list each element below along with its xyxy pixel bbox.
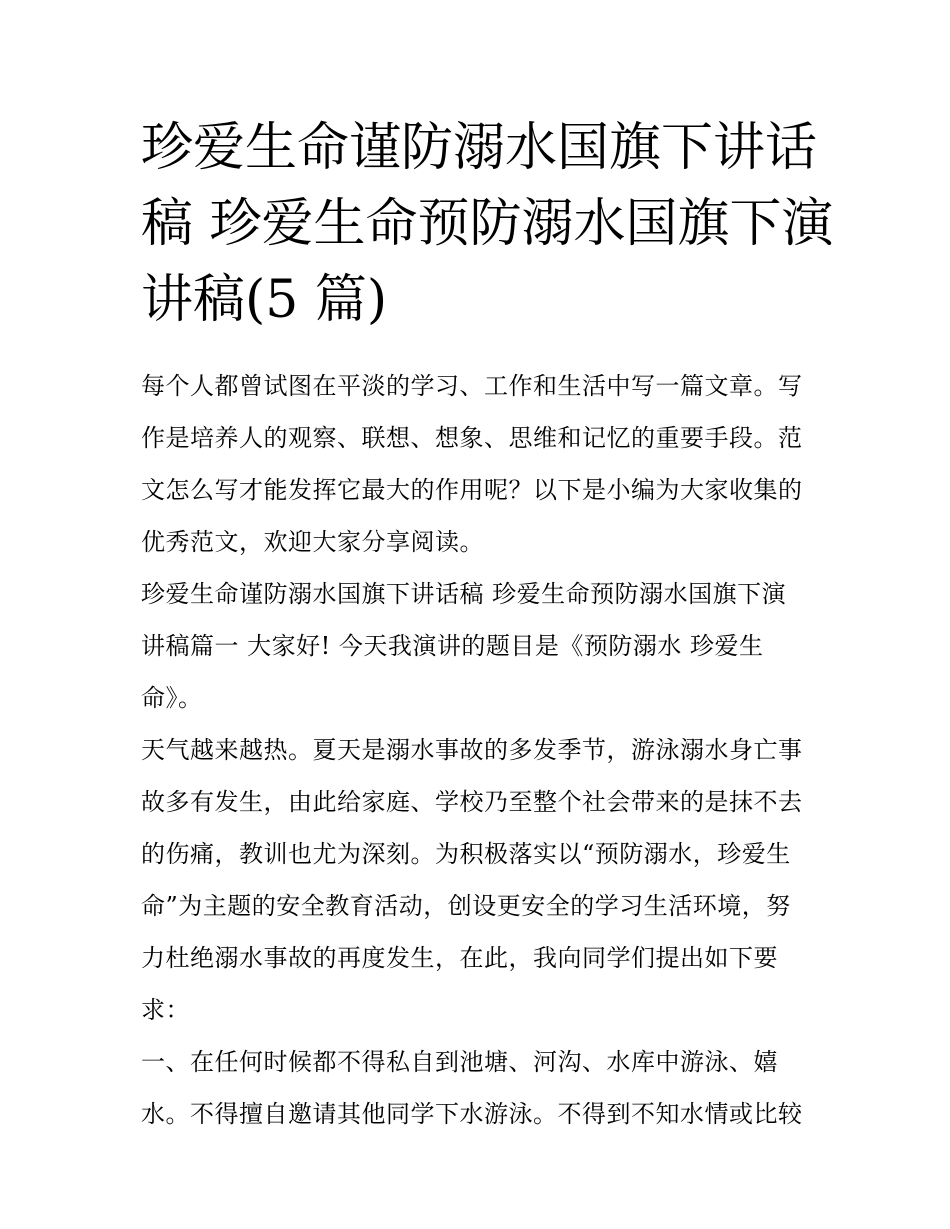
text-line: 的伤痛，教训也尤为深刻。为积极落实以“预防溺水，珍爱生	[141, 840, 791, 868]
text-line: 命”为主题的安全教育活动，创设更安全的学习生活环境，努	[141, 892, 791, 920]
title-line: 稿 珍爱生命预防溺水国旗下演	[141, 194, 834, 254]
document-body	[141, 360, 821, 1140]
text-line: 讲稿篇一 大家好! 今天我演讲的题目是《预防溺水 珍爱生	[141, 632, 764, 660]
title-line: 讲稿(5 篇)	[141, 270, 388, 330]
paragraph-rule-one	[141, 1036, 821, 1140]
text-line: 求：	[141, 996, 190, 1024]
paragraph-intro	[141, 360, 821, 568]
text-line: 优秀范文，欢迎大家分享阅读。	[141, 528, 484, 556]
text-line: 命》。	[141, 684, 203, 712]
text-line: 故多有发生，由此给家庭、学校乃至整个社会带来的是抹不去	[141, 788, 803, 816]
text-line: 水。不得擅自邀请其他同学下水游泳。不得到不知水情或比较	[141, 1100, 803, 1128]
text-line: 文怎么写才能发挥它最大的作用呢？以下是小编为大家收集的	[141, 476, 803, 504]
text-line: 一、在任何时候都不得私自到池塘、河沟、水库中游泳、嬉	[141, 1048, 778, 1076]
title-line: 珍爱生命谨防溺水国旗下讲话	[141, 118, 818, 178]
text-line: 力杜绝溺水事故的再度发生，在此，我向同学们提出如下要	[141, 944, 778, 972]
text-line: 珍爱生命谨防溺水国旗下讲话稿 珍爱生命预防溺水国旗下演	[141, 580, 787, 608]
paragraph-speech-heading	[141, 568, 821, 724]
text-line: 每个人都曾试图在平淡的学习、工作和生活中写一篇文章。写	[141, 372, 803, 400]
text-line: 作是培养人的观察、联想、想象、思维和记忆的重要手段。范	[141, 424, 803, 452]
document-title	[141, 110, 834, 338]
text-line: 天气越来越热。夏天是溺水事故的多发季节，游泳溺水身亡事	[141, 736, 803, 764]
paragraph-weather	[141, 724, 821, 1036]
